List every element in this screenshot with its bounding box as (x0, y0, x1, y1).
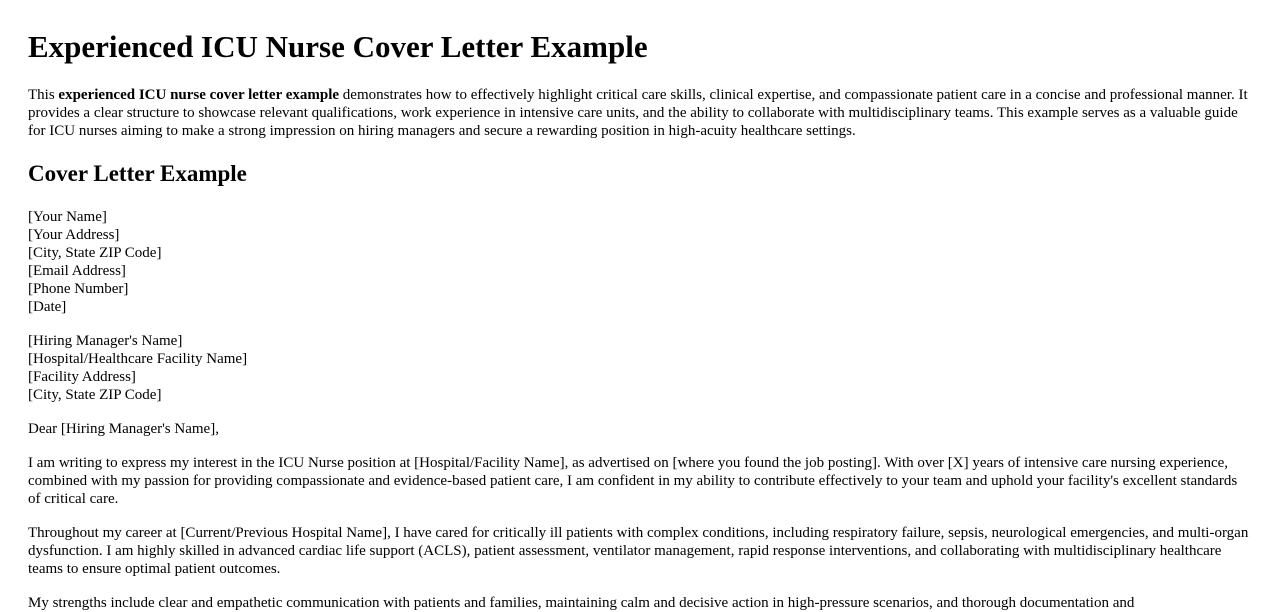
section-heading: Cover Letter Example (28, 161, 247, 186)
recipient-address-block (28, 332, 1250, 404)
sender-line: [City, State ZIP Code] (28, 245, 162, 261)
body-paragraph: I am writing to express my interest in the ICU Nurse position at [Hospital/Facility Name], as advertised on [where you found the job posting]. With over [X] years of intensive care nursing experience, combined with my passion for providing compassionate and evidence-based patient care, I am confident in my ability to contribute effectively to your team and uphold your facility's excellent standards of critical care. (28, 455, 1238, 507)
recipient-line: [Facility Address] (28, 369, 136, 385)
sender-line: [Phone Number] (28, 281, 129, 297)
salutation: Dear [Hiring Manager's Name], (28, 421, 219, 437)
intro-paragraph (28, 86, 1250, 140)
intro-bold-phrase: experienced ICU nurse cover letter example (58, 87, 340, 103)
recipient-line: [Hospital/Healthcare Facility Name] (28, 351, 248, 367)
recipient-line: [City, State ZIP Code] (28, 387, 162, 403)
page-title: Experienced ICU Nurse Cover Letter Example (28, 29, 648, 64)
intro-suffix: demonstrates how to effectively highlight critical care skills, clinical expertise, and compassionate patient care in a concise and professional manner. It provides a clear structure to showcase relevant qualifications, work experience in intensive care units, and the ability to collaborate with multidisciplinary teams. This example serves as a valuable guide for ICU nurses aiming to make a strong impression on hiring managers and secure a rewarding position in high-acuity healthcare settings. (28, 87, 1248, 139)
sender-line: [Your Name] (28, 209, 107, 225)
sender-line: [Date] (28, 299, 67, 315)
sender-address-block (28, 208, 1250, 316)
sender-line: [Email Address] (28, 263, 126, 279)
body-paragraph: Throughout my career at [Current/Previous Hospital Name], I have cared for critically ill patients with complex conditions, including respiratory failure, sepsis, neurological emergencies, and multi-organ dysfunction. I am highly skilled in advanced cardiac life support (ACLS), patient assessment, ventilator management, rapid response interventions, and collaborating with multidisciplinary healthcare teams to ensure optimal patient outcomes. (28, 525, 1249, 577)
body-paragraph: My strengths include clear and empathetic communication with patients and families, maintaining calm and decisive action in high-pressure scenarios, and thorough documentation and (28, 595, 1135, 611)
intro-prefix: This (28, 87, 59, 103)
sender-line: [Your Address] (28, 227, 120, 243)
recipient-line: [Hiring Manager's Name] (28, 333, 183, 349)
